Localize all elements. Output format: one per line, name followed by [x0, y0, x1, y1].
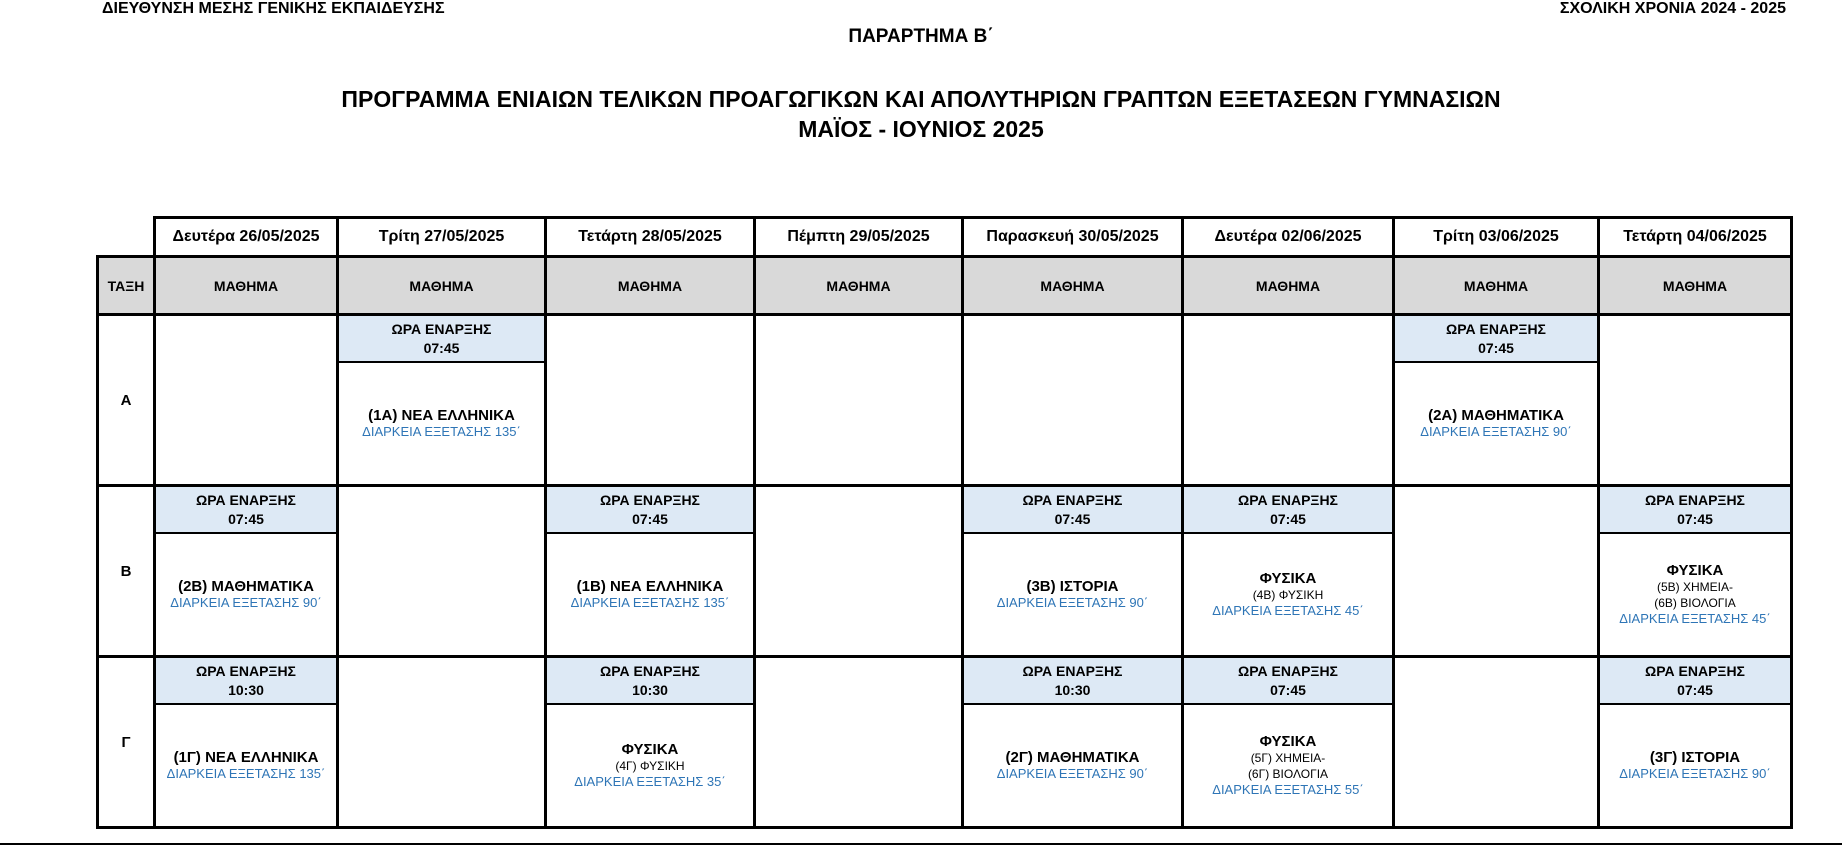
exam-cell-content — [1184, 658, 1392, 826]
exam-info — [1600, 705, 1790, 826]
exam-duration: ΔΙΑΡΚΕΙΑ ΕΞΕΤΑΣΗΣ 90΄ — [996, 765, 1149, 781]
exam-cell-content — [547, 658, 753, 826]
subject-column-header: ΜΑΘΗΜΑ — [963, 257, 1183, 315]
exam-cell-content — [964, 658, 1181, 826]
exam-cell — [1394, 315, 1599, 486]
exam-cell-content — [1600, 658, 1790, 826]
date-header: Τετάρτη 04/06/2025 — [1599, 218, 1792, 257]
date-header: Παρασκευή 30/05/2025 — [963, 218, 1183, 257]
date-header: Δευτέρα 26/05/2025 — [155, 218, 338, 257]
exam-duration: ΔΙΑΡΚΕΙΑ ΕΞΕΤΑΣΗΣ 135΄ — [166, 765, 326, 781]
exam-subject: (1Α) ΝΕΑ ΕΛΛΗΝΙΚΑ — [368, 406, 515, 424]
empty-cell — [1599, 315, 1792, 486]
class-row — [98, 486, 1792, 657]
exam-subject: (1Β) ΝΕΑ ΕΛΛΗΝΙΚΑ — [576, 577, 724, 595]
page-title: ΠΡΟΓΡΑΜΜΑ ΕΝΙΑΙΩΝ ΤΕΛΙΚΩΝ ΠΡΟΑΓΩΓΙΚΩΝ ΚΑΙ ΑΠΟΛΥΤΗΡΙΩΝ ΓΡΑΠΤΩΝ ΕΞΕΤΑΣΕΩΝ ΓΥΜΝΑΣΙΩΝ — [341, 86, 1501, 112]
exam-cell-content — [156, 487, 336, 655]
start-time-box — [964, 487, 1181, 534]
start-time-value: 07:45 — [1478, 339, 1514, 356]
exam-info — [547, 705, 753, 826]
exam-cell — [546, 657, 755, 828]
exam-duration: ΔΙΑΡΚΕΙΑ ΕΞΕΤΑΣΗΣ 135΄ — [570, 594, 730, 610]
start-time-box — [547, 658, 753, 705]
empty-cell — [155, 315, 338, 486]
exam-cell — [963, 657, 1183, 828]
empty-cell — [755, 315, 963, 486]
exam-subject: ΦΥΣΙΚΑ — [1259, 569, 1317, 587]
subject-column-header: ΜΑΘΗΜΑ — [1183, 257, 1394, 315]
exam-duration: ΔΙΑΡΚΕΙΑ ΕΞΕΤΑΣΗΣ 90΄ — [170, 594, 322, 610]
start-time-value: 10:30 — [1054, 681, 1091, 698]
exam-cell — [155, 657, 338, 828]
exam-info — [547, 534, 753, 655]
empty-cell — [1394, 657, 1599, 828]
exam-duration: ΔΙΑΡΚΕΙΑ ΕΞΕΤΑΣΗΣ 90΄ — [1619, 765, 1771, 781]
exam-subject: (3Γ) ΙΣΤΟΡΙΑ — [1649, 748, 1741, 766]
exam-info — [964, 534, 1181, 655]
exam-period: ΜΑΪΟΣ - ΙΟΥΝΙΟΣ 2025 — [798, 116, 1044, 142]
date-header: Δευτέρα 02/06/2025 — [1183, 218, 1394, 257]
empty-cell — [1394, 486, 1599, 657]
exam-cell — [546, 486, 755, 657]
exam-info — [339, 363, 544, 484]
start-time-value: 07:45 — [423, 339, 460, 356]
start-time-label: ΩΡΑ ΕΝΑΡΞΗΣ — [1645, 662, 1745, 679]
corner-blank — [98, 218, 155, 257]
exam-subject: ΦΥΣΙΚΑ — [621, 740, 679, 758]
exam-cell-content — [964, 487, 1181, 655]
empty-cell — [338, 657, 546, 828]
subject-column-header: ΜΑΘΗΜΑ — [546, 257, 755, 315]
start-time-label: ΩΡΑ ΕΝΑΡΞΗΣ — [1446, 320, 1546, 337]
page-bottom-rule — [0, 843, 1842, 845]
exam-duration: ΔΙΑΡΚΕΙΑ ΕΞΕΤΑΣΗΣ 90΄ — [1420, 423, 1572, 439]
exam-sub-subject: (4Β) ΦΥΣΙΚΗ — [1252, 587, 1324, 602]
class-label: Α — [98, 315, 155, 486]
empty-cell — [546, 315, 755, 486]
empty-cell — [1183, 315, 1394, 486]
start-time-box — [1184, 487, 1392, 534]
exam-cell-content — [339, 316, 544, 484]
exam-sub-subject: (5Β) ΧΗΜΕΙΑ- — [1656, 579, 1733, 594]
exam-subject: (2Β) ΜΑΘΗΜΑΤΙΚΑ — [178, 577, 314, 595]
exam-duration: ΔΙΑΡΚΕΙΑ ΕΞΕΤΑΣΗΣ 55΄ — [1212, 781, 1364, 797]
start-time-label: ΩΡΑ ΕΝΑΡΞΗΣ — [1645, 491, 1745, 508]
date-header: Τρίτη 27/05/2025 — [338, 218, 546, 257]
exam-subject: (1Γ) ΝΕΑ ΕΛΛΗΝΙΚΑ — [173, 748, 319, 766]
empty-cell — [755, 486, 963, 657]
subject-column-header: ΜΑΘΗΜΑ — [155, 257, 338, 315]
start-time-label: ΩΡΑ ΕΝΑΡΞΗΣ — [391, 320, 492, 337]
exam-subject: (3Β) ΙΣΤΟΡΙΑ — [1026, 577, 1119, 595]
exam-cell-content — [1600, 487, 1790, 655]
subject-column-header: ΜΑΘΗΜΑ — [1394, 257, 1599, 315]
class-row — [98, 657, 1792, 828]
exam-info — [1395, 363, 1597, 484]
start-time-label: ΩΡΑ ΕΝΑΡΞΗΣ — [196, 491, 296, 508]
exam-subject: ΦΥΣΙΚΑ — [1259, 732, 1317, 750]
exam-cell — [1599, 486, 1792, 657]
start-time-label: ΩΡΑ ΕΝΑΡΞΗΣ — [196, 662, 296, 679]
subject-header-row — [98, 257, 1792, 315]
start-time-box — [1600, 658, 1790, 705]
date-header: Τετάρτη 28/05/2025 — [546, 218, 755, 257]
class-label: Β — [98, 486, 155, 657]
start-time-box — [1184, 658, 1392, 705]
exam-info — [1600, 534, 1790, 655]
empty-cell — [963, 315, 1183, 486]
class-label: Γ — [98, 657, 155, 828]
empty-cell — [755, 657, 963, 828]
exam-cell — [1183, 657, 1394, 828]
start-time-value: 07:45 — [1677, 681, 1713, 698]
start-time-label: ΩΡΑ ΕΝΑΡΞΗΣ — [1022, 491, 1123, 508]
start-time-label: ΩΡΑ ΕΝΑΡΞΗΣ — [1238, 662, 1338, 679]
start-time-box — [1600, 487, 1790, 534]
exam-duration: ΔΙΑΡΚΕΙΑ ΕΞΕΤΑΣΗΣ 45΄ — [1212, 602, 1364, 618]
exam-cell-content — [547, 487, 753, 655]
date-header-row — [98, 218, 1792, 257]
exam-duration: ΔΙΑΡΚΕΙΑ ΕΞΕΤΑΣΗΣ 45΄ — [1619, 610, 1771, 626]
exam-sub-subject: (4Γ) ΦΥΣΙΚΗ — [615, 758, 685, 773]
directorate-label: ΔΙΕΥΘΥΝΣΗ ΜΕΣΗΣ ΓΕΝΙΚΗΣ ΕΚΠΑΙΔΕΥΣΗΣ — [102, 0, 445, 17]
exam-cell — [155, 486, 338, 657]
exam-schedule-table — [96, 216, 1793, 829]
start-time-value: 07:45 — [1054, 510, 1091, 527]
start-time-value: 07:45 — [632, 510, 668, 527]
exam-cell-content — [156, 658, 336, 826]
exam-info — [156, 705, 336, 826]
start-time-label: ΩΡΑ ΕΝΑΡΞΗΣ — [600, 662, 700, 679]
exam-sub-subject: (6Γ) ΒΙΟΛΟΓΙΑ — [1247, 766, 1329, 781]
start-time-box — [156, 658, 336, 705]
exam-cell-content — [1184, 487, 1392, 655]
exam-duration: ΔΙΑΡΚΕΙΑ ΕΞΕΤΑΣΗΣ 35΄ — [574, 773, 726, 789]
subject-column-header: ΜΑΘΗΜΑ — [755, 257, 963, 315]
annex-title: ΠΑΡΑΡΤΗΜΑ Β΄ — [848, 26, 994, 47]
subject-column-header: ΜΑΘΗΜΑ — [1599, 257, 1792, 315]
exam-sub-subject: (6Β) ΒΙΟΛΟΓΙΑ — [1654, 595, 1736, 610]
start-time-box — [547, 487, 753, 534]
start-time-box — [1395, 316, 1597, 363]
exam-info — [964, 705, 1181, 826]
start-time-label: ΩΡΑ ΕΝΑΡΞΗΣ — [1022, 662, 1123, 679]
date-header: Πέμπτη 29/05/2025 — [755, 218, 963, 257]
start-time-value: 10:30 — [632, 681, 668, 698]
empty-cell — [338, 486, 546, 657]
start-time-box — [964, 658, 1181, 705]
start-time-value: 07:45 — [1270, 510, 1306, 527]
exam-cell — [1599, 657, 1792, 828]
exam-cell — [963, 486, 1183, 657]
date-header: Τρίτη 03/06/2025 — [1394, 218, 1599, 257]
start-time-box — [156, 487, 336, 534]
exam-duration: ΔΙΑΡΚΕΙΑ ΕΞΕΤΑΣΗΣ 90΄ — [996, 594, 1149, 610]
exam-subject: (2Γ) ΜΑΘΗΜΑΤΙΚΑ — [1005, 748, 1140, 766]
exam-info — [1184, 705, 1392, 826]
start-time-value: 10:30 — [228, 681, 264, 698]
class-row — [98, 315, 1792, 486]
exam-subject: ΦΥΣΙΚΑ — [1666, 561, 1724, 579]
exam-info — [156, 534, 336, 655]
school-year-label: ΣΧΟΛΙΚΗ ΧΡΟΝΙΑ 2024 - 2025 — [1559, 0, 1786, 17]
exam-cell-content — [1395, 316, 1597, 484]
start-time-label: ΩΡΑ ΕΝΑΡΞΗΣ — [1238, 491, 1338, 508]
start-time-value: 07:45 — [228, 510, 264, 527]
exam-sub-subject: (5Γ) ΧΗΜΕΙΑ- — [1250, 750, 1326, 765]
exam-subject: (2Α) ΜΑΘΗΜΑΤΙΚΑ — [1428, 406, 1564, 424]
exam-cell — [338, 315, 546, 486]
exam-duration: ΔΙΑΡΚΕΙΑ ΕΞΕΤΑΣΗΣ 135΄ — [362, 423, 521, 439]
exam-info — [1184, 534, 1392, 655]
exam-cell — [1183, 486, 1394, 657]
class-column-header: ΤΑΞΗ — [98, 257, 155, 315]
subject-column-header: ΜΑΘΗΜΑ — [338, 257, 546, 315]
start-time-value: 07:45 — [1270, 681, 1306, 698]
start-time-label: ΩΡΑ ΕΝΑΡΞΗΣ — [600, 491, 700, 508]
start-time-box — [339, 316, 544, 363]
start-time-value: 07:45 — [1677, 510, 1713, 527]
